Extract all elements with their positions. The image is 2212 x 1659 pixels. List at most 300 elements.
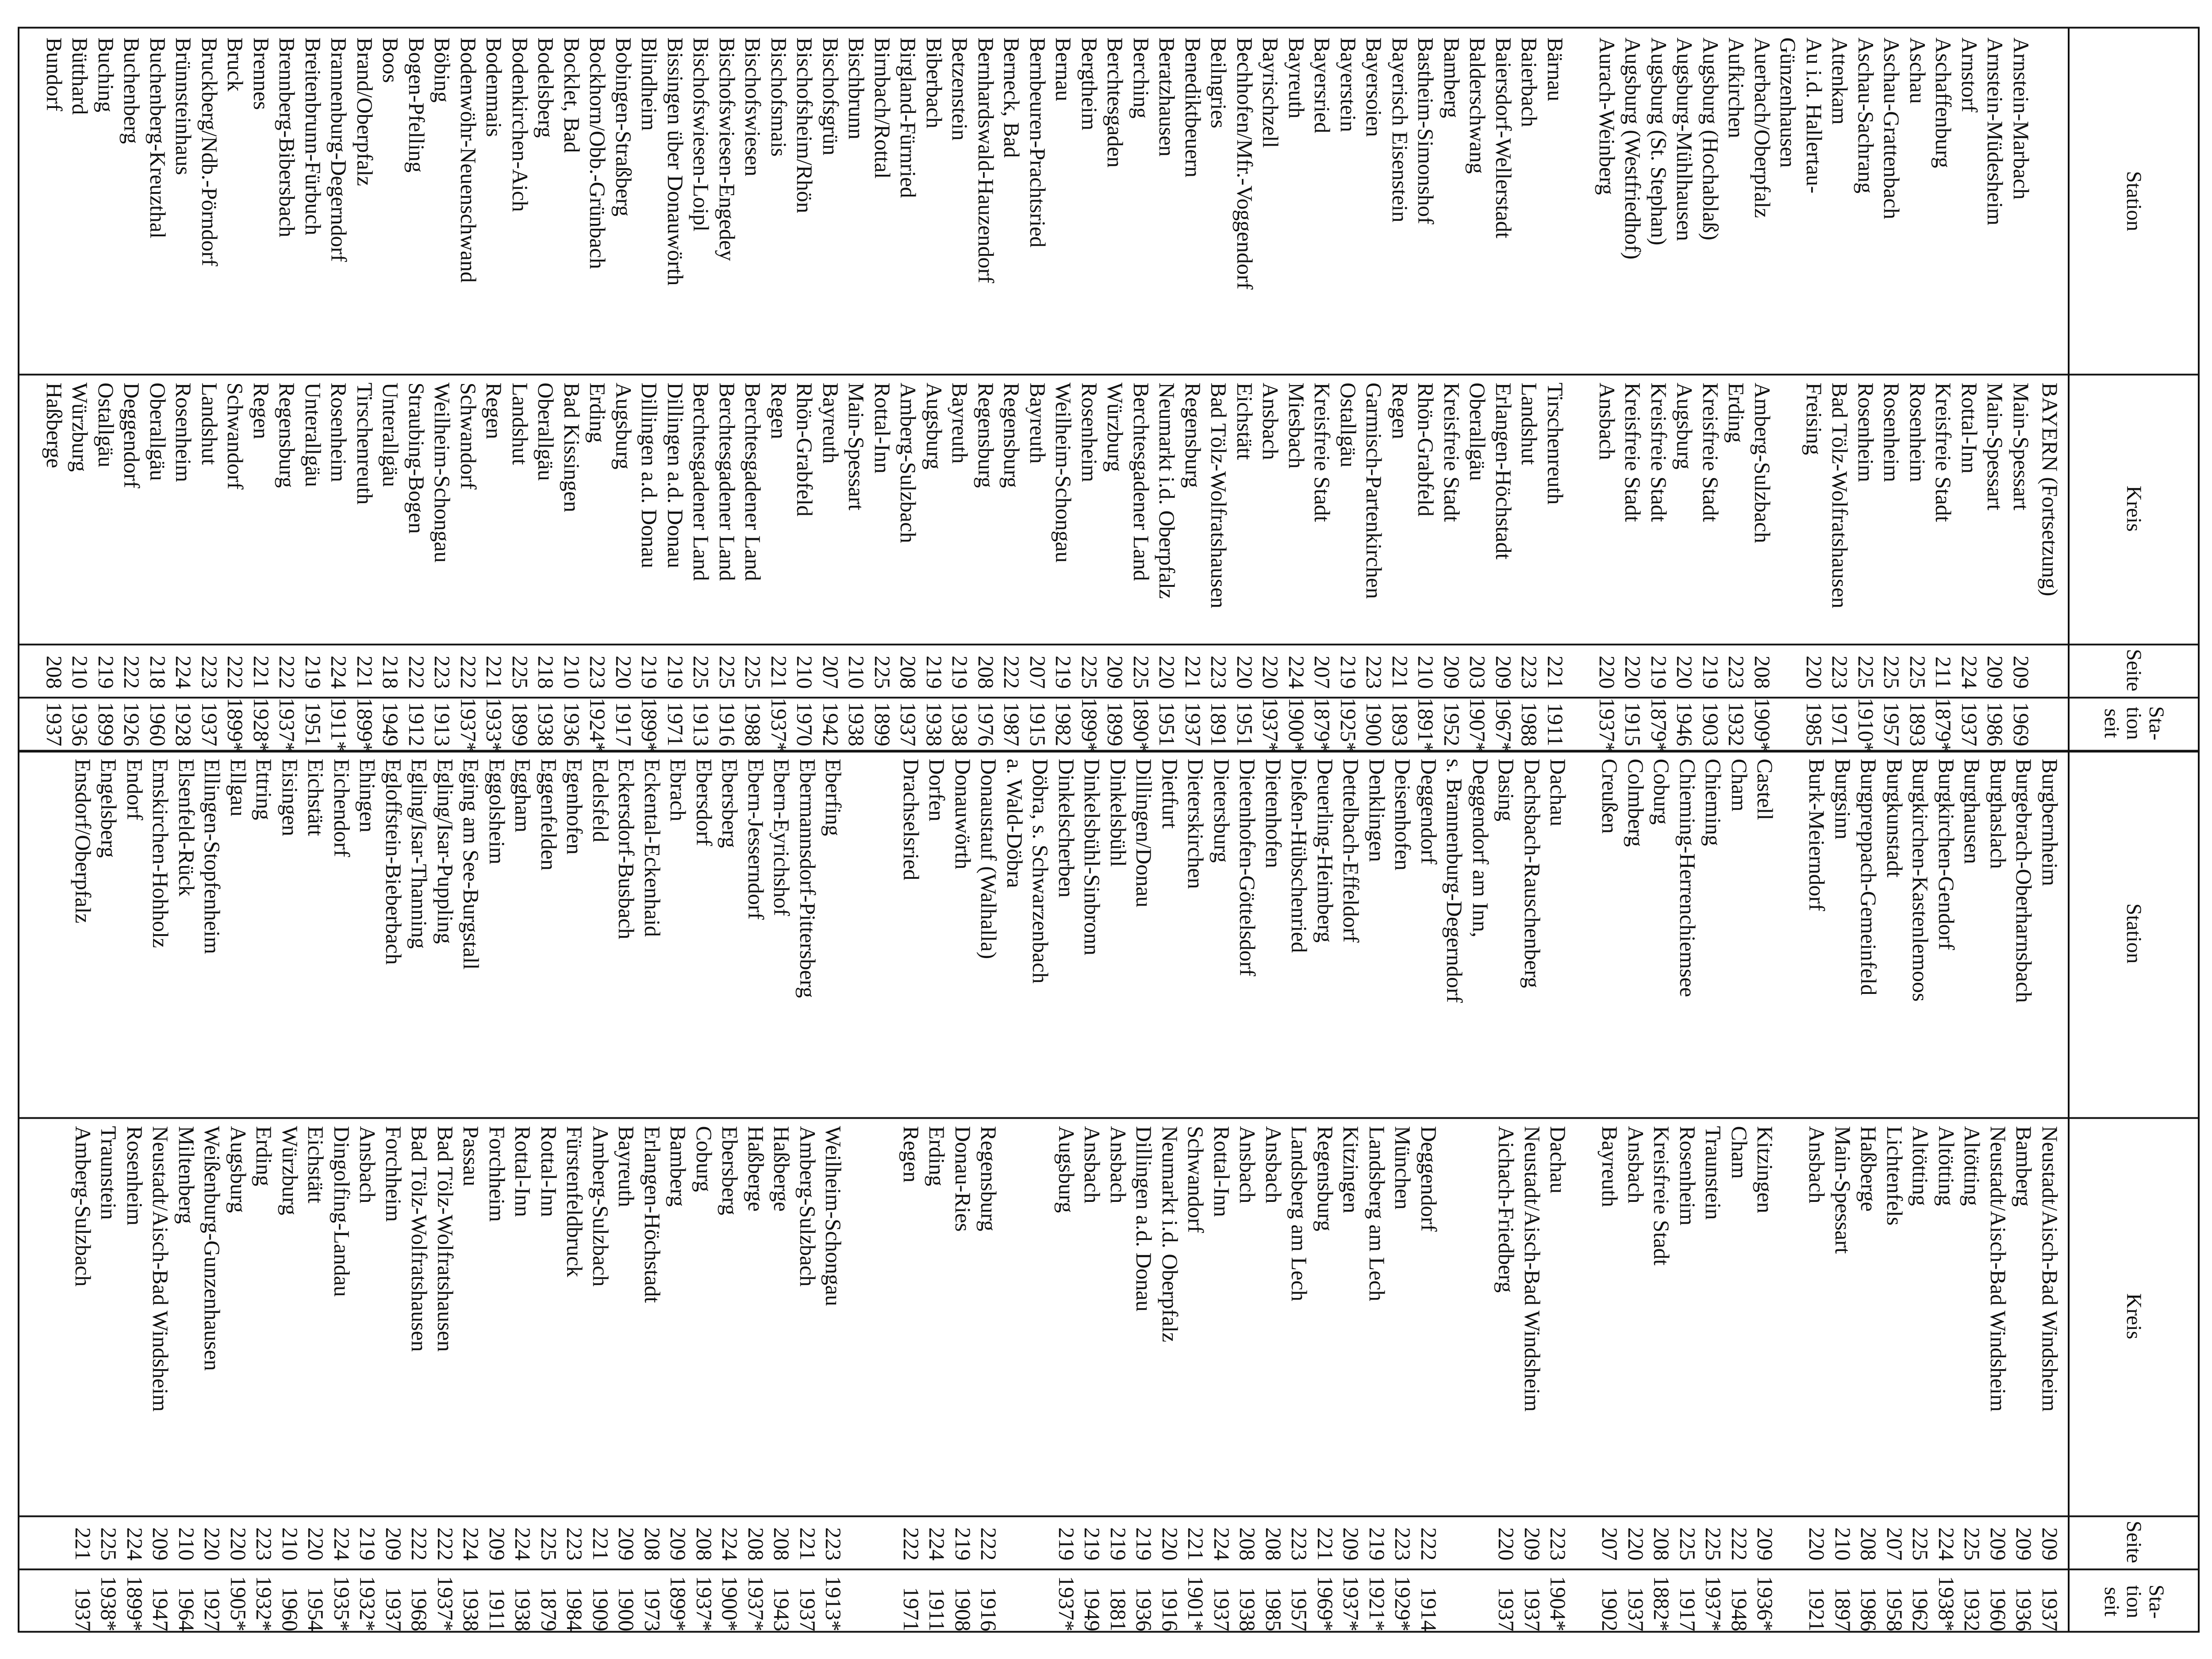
seite-value: 222 bbox=[1727, 1527, 1752, 1560]
seite-value: 220 bbox=[1158, 1527, 1183, 1560]
seite-value: 225 bbox=[1879, 655, 1905, 689]
seite-value: 208 bbox=[1649, 1527, 1674, 1560]
station-since: 1937* bbox=[1701, 1576, 1726, 1631]
station-since: 1932* bbox=[252, 1576, 277, 1631]
seite-value: 224 bbox=[123, 1527, 147, 1560]
seite-value: 221 bbox=[1388, 655, 1413, 689]
station-since: 1937* bbox=[1339, 1576, 1364, 1631]
station-name: Beilngries bbox=[1206, 37, 1232, 128]
seite-value: 222 bbox=[404, 655, 429, 689]
station-since: 1915 bbox=[1621, 702, 1646, 746]
station-since: 1899 bbox=[94, 702, 119, 746]
kreis-name: Berchtesgadener Land bbox=[741, 382, 766, 581]
seite-value: 203 bbox=[1465, 655, 1490, 689]
seite-value: 218 bbox=[146, 655, 170, 689]
kreis-name: Kreisfreie Stadt bbox=[1440, 382, 1464, 522]
kreis-name: Oberallgäu bbox=[534, 382, 559, 481]
kreis-name: Erding bbox=[1724, 382, 1749, 443]
station-since: 1949 bbox=[378, 702, 403, 746]
station-since: 1932 bbox=[1960, 1587, 1985, 1631]
seite-value: 225 bbox=[1960, 1527, 1985, 1560]
station-name: Dasing bbox=[1494, 758, 1519, 821]
station-since: 1924* bbox=[585, 697, 611, 753]
station-since: 1964 bbox=[174, 1587, 199, 1631]
station-since: 1937* bbox=[1595, 697, 1620, 753]
kreis-column-left bbox=[42, 382, 2035, 639]
station-name: Deisenhofen bbox=[1390, 758, 1416, 870]
station-name: Brünnsteinhaus bbox=[171, 37, 196, 175]
table-header-row bbox=[2068, 28, 2198, 1631]
seite-value: 208 bbox=[1856, 1527, 1882, 1560]
seite-value: 225 bbox=[537, 1527, 561, 1560]
seite-value: 220 bbox=[303, 1527, 329, 1560]
station-name: Bodenkirchen-Aich bbox=[508, 37, 533, 212]
station-name: Bayersried bbox=[1310, 37, 1335, 133]
station-since: 1947 bbox=[148, 1587, 173, 1631]
kreis-name bbox=[1571, 1126, 1598, 1511]
station-name: Bayersoien bbox=[1362, 37, 1387, 137]
seite-value: 219 bbox=[637, 655, 662, 689]
seite-value: 209 bbox=[1983, 655, 2008, 689]
kreis-name: Rosenheim bbox=[123, 1126, 147, 1225]
kreis-name: Oberallgäu bbox=[146, 382, 170, 481]
seite-value: 209 bbox=[2012, 1527, 2037, 1560]
station-name: Creußen bbox=[1598, 758, 1623, 834]
kreis-name: Straubing-Bogen bbox=[404, 382, 429, 534]
kreis-name: Dillingen a.d. Donau bbox=[637, 382, 662, 568]
seite-value: 220 bbox=[226, 1527, 251, 1560]
station-since: 1985 bbox=[1261, 1587, 1286, 1631]
kreis-name: Deggendorf bbox=[1417, 1126, 1441, 1232]
seite-value: 208 bbox=[974, 655, 998, 689]
station-name: Edelsfeld bbox=[588, 758, 613, 842]
station-since: 1891 bbox=[1206, 702, 1232, 746]
seite-value: 209 bbox=[381, 1527, 406, 1560]
station-since: 1937 bbox=[896, 702, 921, 746]
kreis-name: Bayreuth bbox=[818, 382, 843, 464]
seite-value: 221 bbox=[1543, 655, 1568, 689]
station-name: Bocklet, Bad bbox=[560, 37, 584, 153]
station-name: Burgpreppach-Gemeinfeld bbox=[1856, 758, 1882, 995]
kreis-name: Bayreuth bbox=[614, 1126, 639, 1207]
station-since: 1968 bbox=[407, 1587, 432, 1631]
station-since: 1976 bbox=[974, 702, 998, 746]
station-since: 1938 bbox=[922, 702, 947, 746]
kreis-name: Regensburg bbox=[999, 382, 1025, 488]
kreis-name: Weilheim-Schongau bbox=[821, 1126, 846, 1306]
kreis-name: Regen bbox=[482, 382, 507, 439]
kreis-name: Ebersberg bbox=[718, 1126, 743, 1215]
seit-column-right bbox=[70, 1569, 2063, 1631]
seite-value: 209 bbox=[614, 1527, 639, 1560]
seite-value: 207 bbox=[1882, 1527, 1907, 1560]
seite-value: 223 bbox=[1362, 655, 1387, 689]
seite-value: 225 bbox=[1854, 655, 1878, 689]
station-column-left bbox=[42, 37, 2035, 369]
station-name: Emskirchen-Hohholz bbox=[148, 758, 173, 948]
kreis-name: Lichtenfels bbox=[1882, 1126, 1907, 1225]
kreis-name: Würzburg bbox=[1103, 382, 1128, 472]
kreis-name: Garmisch-Partenkirchen bbox=[1362, 382, 1387, 599]
station-since: 1987 bbox=[999, 702, 1025, 746]
station-name: Elsenfeld-Rück bbox=[174, 758, 199, 897]
kreis-name: Regensburg bbox=[275, 382, 300, 488]
kreis-name: Ansbach bbox=[1258, 382, 1283, 460]
seite-value: 219 bbox=[1106, 1527, 1131, 1560]
station-since: 1921* bbox=[1365, 1576, 1390, 1631]
seite-value: 225 bbox=[1701, 1527, 1726, 1560]
seite-value: 208 bbox=[896, 655, 921, 689]
station-since: 1937 bbox=[795, 1587, 820, 1631]
station-since bbox=[1775, 697, 1801, 746]
station-since: 1957 bbox=[1287, 1587, 1312, 1631]
kreis-name: Neustadt/Aisch-Bad Windsheim bbox=[1986, 1126, 2011, 1412]
kreis-name: Tirschenreuth bbox=[353, 382, 377, 504]
kreis-name: Kitzingen bbox=[1339, 1126, 1364, 1213]
station-name: Brannenburg-Degerndorf bbox=[326, 37, 352, 262]
seite-value: 211 bbox=[1931, 656, 1956, 689]
seite-value: 219 bbox=[1051, 655, 1076, 689]
kreis-name: Haßberge bbox=[1856, 1126, 1882, 1212]
seite-value: 224 bbox=[330, 1527, 354, 1560]
kreis-name: Rosenheim bbox=[1077, 382, 1102, 482]
kreis-name bbox=[847, 1126, 873, 1511]
seite-value: 222 bbox=[119, 655, 145, 689]
seite-value: 209 bbox=[1520, 1527, 1545, 1560]
station-name: Egling/Isar-Puppling bbox=[433, 758, 458, 944]
station-since bbox=[1468, 1569, 1494, 1631]
kreis-name bbox=[1002, 1126, 1028, 1511]
kreis-name: Altötting bbox=[1960, 1126, 1985, 1206]
station-since: 1910* bbox=[1854, 697, 1878, 753]
station-name: Burgkunstadt bbox=[1882, 758, 1907, 878]
seite-value: 208 bbox=[42, 655, 67, 689]
seite-value: 219 bbox=[922, 655, 947, 689]
station-since: 1938 bbox=[844, 702, 869, 746]
seite-value: 220 bbox=[1621, 655, 1646, 689]
station-since: 1938 bbox=[534, 702, 559, 746]
station-name: Dinkelsbühl bbox=[1106, 758, 1131, 867]
kreis-name: Rottal-Inn bbox=[537, 1126, 561, 1217]
station-since: 1937 bbox=[1957, 702, 1982, 746]
kreis-name: Ansbach bbox=[1595, 382, 1620, 460]
seite-value: 220 bbox=[1258, 655, 1283, 689]
kreis-name: Landshut bbox=[197, 382, 222, 465]
seite-column-right bbox=[70, 1516, 2063, 1560]
seite-value: 225 bbox=[96, 1527, 122, 1560]
seite-value: 207 bbox=[1025, 655, 1050, 689]
station-since: 1899* bbox=[1077, 697, 1102, 753]
station-name: Birnbach/Rottal bbox=[870, 37, 895, 179]
seite-value: 209 bbox=[1339, 1527, 1364, 1560]
station-since: 1929* bbox=[1390, 1576, 1416, 1631]
station-name: Brennes bbox=[249, 37, 274, 110]
kreis-name: Rosenheim bbox=[326, 382, 352, 482]
station-name: Ebersdorf bbox=[692, 758, 717, 846]
station-name: Baiersdorf-Wellerstadt bbox=[1491, 37, 1516, 239]
kreis-name: Main-Spessart bbox=[2009, 382, 2034, 510]
kreis-name: Rottal-Inn bbox=[511, 1126, 536, 1217]
station-name: Brand/Oberpfalz bbox=[353, 37, 377, 186]
seite-value: 210 bbox=[174, 1527, 199, 1560]
station-name: Deggendorf bbox=[1417, 758, 1441, 864]
station-since: 1982 bbox=[1051, 702, 1076, 746]
seite-value: 218 bbox=[534, 655, 559, 689]
seite-value: 221 bbox=[353, 655, 377, 689]
station-since: 1914 bbox=[1417, 1587, 1441, 1631]
station-since: 1971 bbox=[663, 702, 688, 746]
seite-value: 219 bbox=[1365, 1527, 1390, 1560]
station-name: Bodelsberg bbox=[534, 37, 559, 138]
station-since: 1911* bbox=[326, 697, 352, 752]
kreis-name: Erlangen-Höchstadt bbox=[1491, 382, 1516, 559]
station-since: 1928* bbox=[249, 697, 274, 753]
station-name: Bodenmais bbox=[482, 37, 507, 137]
kreis-name: Bayreuth bbox=[1598, 1126, 1623, 1207]
station-name: Biberbach bbox=[922, 37, 947, 128]
kreis-name: Ansbach bbox=[1805, 1126, 1830, 1203]
station-name: Burgbernheim bbox=[2038, 758, 2062, 886]
station-since: 1902 bbox=[1598, 1587, 1623, 1631]
kreis-name: Augsburg bbox=[1054, 1126, 1079, 1213]
seite-value bbox=[1778, 1516, 1805, 1560]
station-since: 1937* bbox=[433, 1576, 458, 1631]
kreis-name bbox=[1468, 1126, 1494, 1511]
kreis-name: Amberg-Sulzbach bbox=[795, 1126, 820, 1286]
seite-value: 223 bbox=[197, 655, 222, 689]
station-name: Bamberg bbox=[1440, 37, 1464, 118]
seite-value bbox=[1028, 1516, 1054, 1560]
kreis-name: Bad Tölz-Wolfratshausen bbox=[1206, 382, 1232, 608]
kreis-column-right bbox=[70, 1126, 2063, 1511]
station-since: 1900 bbox=[1362, 702, 1387, 746]
kreis-name: Amberg-Sulzbach bbox=[1750, 382, 1775, 543]
kreis-name: Main-Spessart bbox=[1831, 1126, 1855, 1254]
station-name: Ehingen bbox=[355, 758, 380, 832]
kreis-name: Haßberge bbox=[744, 1126, 768, 1212]
station-name: Buchenberg-Kreuzthal bbox=[146, 37, 170, 239]
station-since: 1899 bbox=[870, 702, 895, 746]
section-heading: BAYERN (Fortsetzung) bbox=[2038, 382, 2062, 596]
kreis-name: Augsburg bbox=[226, 1126, 251, 1213]
kreis-name: Augsburg bbox=[611, 382, 636, 470]
station-name: Dachau bbox=[1546, 758, 1571, 826]
station-name: Augsburg (Westfriedhof) bbox=[1621, 37, 1646, 259]
seite-value: 220 bbox=[200, 1527, 225, 1560]
seite-value: 220 bbox=[611, 655, 636, 689]
station-name: Au i.d. Hallertau- bbox=[1802, 37, 1827, 193]
seite-value bbox=[1442, 1516, 1468, 1560]
station-since: 1951 bbox=[301, 702, 326, 746]
station-since bbox=[847, 1569, 873, 1631]
seite-value: 223 bbox=[1724, 655, 1749, 689]
kreis-name: Landsberg am Lech bbox=[1365, 1126, 1390, 1301]
seite-value: 208 bbox=[769, 1527, 795, 1560]
seite-value: 210 bbox=[792, 655, 818, 689]
station-name: Eggenfelden bbox=[537, 758, 561, 870]
kreis-name: Forchheim bbox=[485, 1126, 510, 1222]
station-name: a. Wald-Döbra bbox=[1002, 758, 1027, 888]
seite-value: 220 bbox=[1494, 1527, 1519, 1560]
seite-value: 223 bbox=[1390, 1527, 1416, 1560]
station-since: 1916 bbox=[715, 702, 740, 746]
kreis-name: Regen bbox=[899, 1126, 924, 1182]
station-name: Bischofsgrün bbox=[818, 37, 843, 155]
station-since: 1938* bbox=[1934, 1576, 1959, 1631]
station-since: 1900 bbox=[614, 1587, 639, 1631]
stations-table bbox=[18, 27, 2200, 1632]
seite-value: 210 bbox=[278, 1527, 303, 1560]
station-name: Dießen-Hübschenried bbox=[1287, 758, 1312, 953]
kreis-name: Schwandorf bbox=[223, 382, 248, 489]
kreis-name bbox=[1028, 1126, 1054, 1511]
station-name: Arnstein-Marbach bbox=[2009, 37, 2034, 200]
station-name: Drachselsried bbox=[899, 758, 924, 880]
kreis-name: Erding bbox=[925, 1126, 950, 1186]
station-name: Aschaffenburg bbox=[1931, 37, 1956, 168]
kreis-name: Fürstenfeldbruck bbox=[562, 1126, 588, 1277]
station-since: 1881 bbox=[1106, 1587, 1131, 1631]
station-since: 1936 bbox=[68, 702, 93, 746]
station-since: 1951 bbox=[1233, 702, 1257, 746]
station-name: Colmberg bbox=[1624, 758, 1648, 847]
station-name: Bischofsmais bbox=[767, 37, 791, 157]
station-since: 1879* bbox=[1931, 697, 1956, 753]
station-name: Burghausen bbox=[1960, 758, 1985, 864]
kreis-name: Regen bbox=[249, 382, 274, 439]
station-name: Eichstätt bbox=[303, 758, 329, 836]
seite-value: 225 bbox=[689, 655, 714, 689]
station-name: Egloffstein-Bieberbach bbox=[381, 758, 406, 965]
kreis-name: Donau-Ries bbox=[951, 1126, 975, 1232]
station-since: 1933* bbox=[482, 697, 507, 753]
seite-value: 224 bbox=[925, 1527, 950, 1560]
kreis-name: Berchtesgadener Land bbox=[689, 382, 714, 581]
station-since: 1893 bbox=[1905, 702, 1930, 746]
seite-value: 223 bbox=[430, 655, 455, 689]
station-name: Bundorf bbox=[42, 37, 67, 111]
seite-value: 221 bbox=[795, 1527, 820, 1560]
seite-value: 221 bbox=[1313, 1527, 1338, 1560]
station-name: Bruck bbox=[223, 37, 248, 92]
seite-value: 219 bbox=[1698, 655, 1723, 689]
station-since: 1938 bbox=[948, 702, 973, 746]
station-name: Betzenstein bbox=[948, 37, 973, 141]
header-station-right: Station bbox=[2122, 903, 2146, 963]
seite-value bbox=[1002, 1516, 1028, 1560]
station-name: Dachsbach-Rauschenberg bbox=[1520, 758, 1545, 988]
station-since: 1937* bbox=[744, 1576, 768, 1631]
station-name: Ettring bbox=[252, 758, 277, 820]
kreis-name: Regen bbox=[1388, 382, 1413, 439]
station-name: Buching bbox=[94, 37, 119, 112]
station-since: 1908 bbox=[951, 1587, 975, 1631]
station-name: Dinkelscherben bbox=[1054, 758, 1079, 897]
kreis-name: Regensburg bbox=[976, 1126, 1002, 1231]
station-name: Breitenbrunn-Fürbuch bbox=[301, 37, 326, 235]
station-since: 1899* bbox=[637, 697, 662, 753]
seite-value: 225 bbox=[1905, 655, 1930, 689]
kreis-name: Altötting bbox=[1934, 1126, 1959, 1206]
seite-value: 209 bbox=[1753, 1527, 1778, 1560]
station-name: Blindheim bbox=[637, 37, 662, 131]
station-name: Deggendorf am Inn, bbox=[1468, 758, 1493, 938]
station-name: Arnstorf bbox=[1957, 37, 1982, 112]
station-name: Ebern-Jesserndorf bbox=[744, 758, 768, 920]
station-since: 1901* bbox=[1183, 1576, 1209, 1631]
header-seite-right: Seite bbox=[2122, 1520, 2146, 1563]
seite-value: 225 bbox=[1675, 1527, 1700, 1560]
seite-value: 221 bbox=[767, 655, 791, 689]
kreis-name: Bayreuth bbox=[948, 382, 973, 464]
kreis-name: Ostallgäu bbox=[94, 382, 119, 467]
station-since: 1915 bbox=[1025, 702, 1050, 746]
station-since: 1937 bbox=[1181, 702, 1206, 746]
station-since: 1970 bbox=[792, 702, 818, 746]
kreis-name: Rhön-Grabfeld bbox=[792, 382, 818, 516]
station-name: Dietenhofen-Göttelsdorf bbox=[1235, 758, 1260, 976]
station-name: Bischofsheim/Rhön bbox=[792, 37, 818, 213]
station-name: Bissingen über Donauwörth bbox=[663, 37, 688, 286]
seite-value: 207 bbox=[1598, 1527, 1623, 1560]
station-name bbox=[1568, 37, 1594, 369]
seite-value: 208 bbox=[1750, 655, 1775, 689]
seite-value: 218 bbox=[378, 655, 403, 689]
column-divider bbox=[19, 373, 2198, 375]
seite-value: 210 bbox=[844, 655, 869, 689]
station-since: 1937* bbox=[1258, 697, 1283, 753]
station-name: Brennberg-Bibersbach bbox=[275, 37, 300, 237]
station-name: Bechhofen/Mfr.-Voggendorf bbox=[1233, 37, 1257, 289]
station-since: 1936* bbox=[1753, 1576, 1778, 1631]
station-name: Dieterskirchen bbox=[1183, 758, 1209, 889]
seite-value: 219 bbox=[94, 655, 119, 689]
kreis-name: Würzburg bbox=[278, 1126, 303, 1215]
station-name: s. Brannenburg-Degerndorf bbox=[1442, 758, 1467, 1003]
station-name: Dorfen bbox=[925, 758, 950, 821]
station-since: 1937* bbox=[275, 697, 300, 753]
station-name: Beratzhausen bbox=[1155, 37, 1180, 157]
seite-value: 220 bbox=[1672, 655, 1697, 689]
station-name: Eggham bbox=[511, 758, 536, 832]
kreis-name: Würzburg bbox=[68, 382, 93, 472]
station-since: 1907* bbox=[1465, 697, 1490, 753]
kreis-name: Dachau bbox=[1546, 1126, 1571, 1193]
station-since: 1899 bbox=[508, 702, 533, 746]
station-name: Bogen-Pfelling bbox=[404, 37, 429, 173]
station-since: 1917 bbox=[611, 702, 636, 746]
station-since: 1936 bbox=[2012, 1587, 2037, 1631]
seite-value: 224 bbox=[171, 655, 196, 689]
station-name: Dettelbach-Effeldorf bbox=[1339, 758, 1364, 943]
station-name: Eging am See-Burgstall bbox=[459, 758, 484, 970]
kreis-name: Ansbach bbox=[1235, 1126, 1260, 1203]
seite-value: 223 bbox=[1287, 1527, 1312, 1560]
seite-value: 208 bbox=[744, 1527, 768, 1560]
station-name: Berchtesgaden bbox=[1103, 37, 1128, 168]
station-name: Bischofswiesen-Engedey bbox=[715, 37, 740, 261]
header-kreis-right: Kreis bbox=[2122, 1293, 2146, 1339]
kreis-name: Rosenheim bbox=[1879, 382, 1905, 482]
station-name: Balderschwang bbox=[1465, 37, 1490, 174]
station-name: Ellgau bbox=[226, 758, 251, 816]
station-since: 1917 bbox=[1675, 1587, 1700, 1631]
kreis-name: Unterallgäu bbox=[301, 382, 326, 487]
station-since: 1937 bbox=[2038, 1587, 2062, 1631]
station-name: Eggolsheim bbox=[485, 758, 510, 864]
station-name: Bernbeuren-Prachtsried bbox=[1025, 37, 1050, 247]
station-since: 1925* bbox=[1336, 697, 1361, 753]
